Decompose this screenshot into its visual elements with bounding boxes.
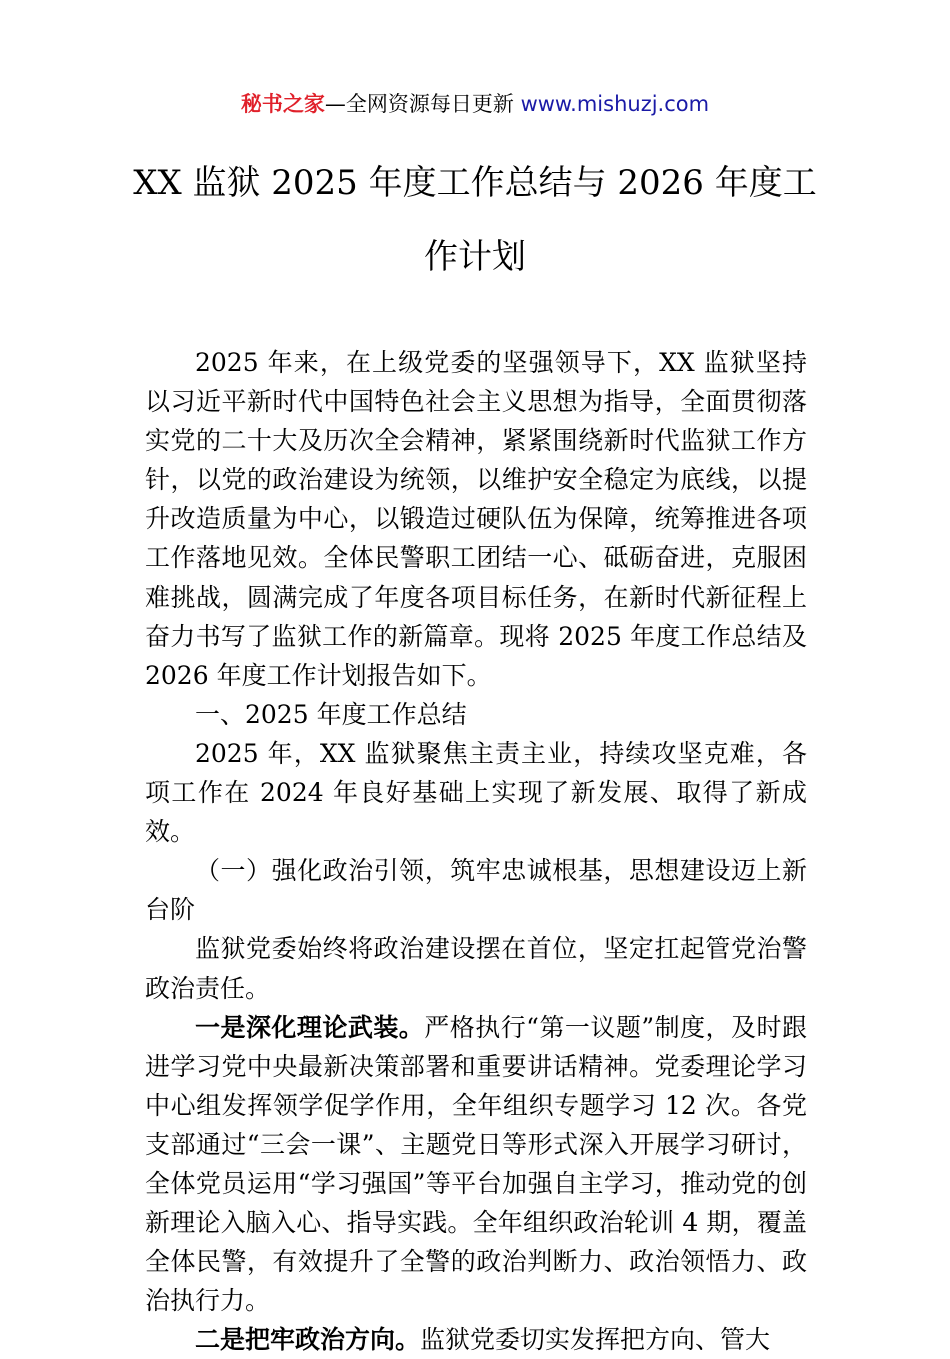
paragraph-text: 监狱党委始终将政治建设摆在首位，坚定扛起管党治警政治责任。 xyxy=(145,934,807,1003)
paragraph-political xyxy=(145,929,807,1007)
paragraph-text: 2025 年，XX 监狱聚焦主责主业，持续攻坚克难，各项工作在 2024 年良好基础上实现了新发展、取得了新成效。 xyxy=(145,738,807,847)
paragraph-lead: 二是把牢政治方向。 xyxy=(195,1325,421,1355)
paragraph-text: （一）强化政治引领，筑牢忠诚根基，思想建设迈上新台阶 xyxy=(145,856,807,925)
brand-name: 秘书之家 xyxy=(240,92,325,116)
paragraph-lead: 一是深化理论武装。 xyxy=(195,1012,425,1042)
paragraph-text: 2025 年来，在上级党委的坚强领导下，XX 监狱坚持以习近平新时代中国特色社会主义思想为指导，全面贯彻落实党的二十大及历次全会精神，紧紧围绕新时代监狱工作方针，以党的政治建设为统领，以维护安全稳定为底线，以提升改造质量为中心，以锻造过硬队伍为保障，统筹推进各项工作落地见效。全体民警职工团结一心、砥砺奋进，克服困难挑战，圆满完成了年度各项目标任务，在新时代新征程上奋力书写了监狱工作的新篇章。现将 2025 年度工作总结及 2026 年度工作计划报告如下。 xyxy=(145,348,807,690)
paragraph-text: 一、2025 年度工作总结 xyxy=(195,699,467,729)
title-line-1: XX 监狱 2025 年度工作总结与 2026 年度工 xyxy=(133,163,817,203)
document-title xyxy=(130,158,820,282)
paragraph-intro xyxy=(145,343,807,695)
site-header xyxy=(0,88,950,120)
paragraph-theory xyxy=(145,1008,807,1321)
paragraph-text: 严格执行“第一议题”制度，及时跟进学习党中央最新决策部署和重要讲话精神。党委理论学习中心组发挥领学促学作用，全年组织专题学习 12 次。各党支部通过“三会一课”、主题党日等形式深入开展学习研讨，全体党员运用“学习强国”等平台加强自主学习，推动党的创新理论入脑入心、指导实践。全年组织政治轮训 4 期，覆盖全体民警，有效提升了全警的政治判断力、政治领悟力、政治执行力。 xyxy=(145,1012,807,1316)
section-heading-1 xyxy=(145,695,807,734)
paragraph-text: 监狱党委切实发挥把方向、管大 xyxy=(420,1325,771,1355)
title-line-2: 作计划 xyxy=(424,237,526,277)
paragraph-direction xyxy=(145,1320,807,1359)
document-body xyxy=(145,343,807,1359)
paragraph-summary xyxy=(145,734,807,851)
header-tagline: —全网资源每日更新 xyxy=(324,92,521,116)
subsection-heading-1 xyxy=(145,851,807,929)
site-url-link[interactable]: www.mishuzj.com xyxy=(520,92,710,116)
